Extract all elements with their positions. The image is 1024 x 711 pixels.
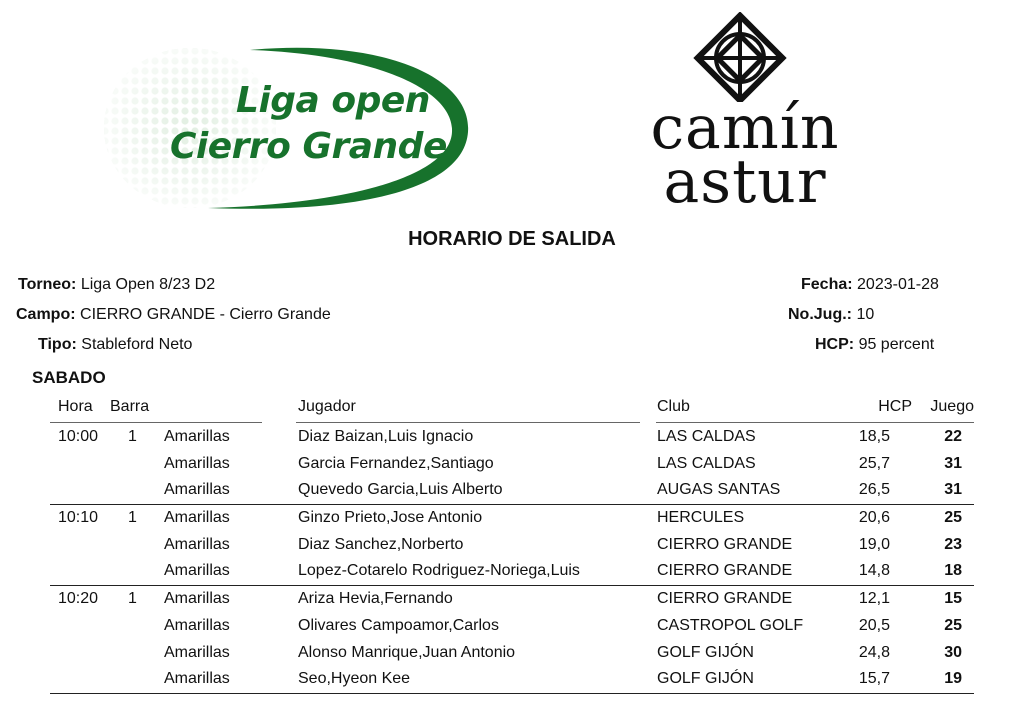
column-header-jugador: Jugador [298,398,356,415]
hcp-cell: 15,7 [858,670,890,688]
torneo-value: Liga Open 8/23 D2 [80,276,216,293]
player-name-cell: Ariza Hevia,Fernando [298,590,453,608]
table-row [50,640,974,667]
juego-cell: 19 [944,670,962,688]
column-header-hcp: HCP [878,398,912,415]
fecha-field [801,276,939,294]
juego-cell: 31 [944,454,962,472]
player-name-cell: Garcia Fernandez,Santiago [298,454,494,472]
header-divider [656,422,974,423]
club-cell: AUGAS SANTAS [657,481,781,499]
day-heading: SABADO [32,368,106,387]
table-row [50,558,974,585]
player-name-cell: Diaz Sanchez,Norberto [298,535,464,553]
logo-wordmark-line2: astur [663,147,827,217]
juego-cell: 31 [944,481,962,499]
table-row [50,666,974,693]
column-header-juego: Juego [930,398,974,415]
page-title: HORARIO DE SALIDA [408,228,616,250]
player-name-cell: Olivares Campoamor,Carlos [298,616,499,634]
club-cell: CIERRO GRANDE [657,562,793,580]
logo-wordmark-line1: camín [650,93,840,163]
campo-label: Campo: [16,306,76,323]
tee-cell: Amarillas [164,509,230,527]
club-cell: GOLF GIJÓN [657,670,754,688]
hcp-cell: 26,5 [858,481,890,499]
juego-cell: 23 [944,535,962,553]
player-name-cell: Lopez-Cotarelo Rodriguez-Noriega,Luis [298,562,580,580]
table-header [50,398,974,424]
table-row [50,505,974,532]
tee-group [50,424,974,505]
club-cell: LAS CALDAS [657,428,756,445]
hora-cell: 10:10 [58,509,99,527]
player-name-cell: Diaz Baizan,Luis Ignacio [298,428,474,445]
nojug-field [788,306,874,324]
hcp-cell: 18,5 [858,428,890,445]
logo-text-line1: Liga open [236,80,430,121]
juego-cell: 25 [944,509,962,527]
barra-cell: 1 [128,509,137,527]
column-header-barra: Barra [110,398,150,415]
column-header-hora: Hora [58,398,93,415]
tee-cell: Amarillas [164,643,230,661]
tee-cell: Amarillas [164,616,230,634]
club-cell: CASTROPOL GOLF [657,616,804,634]
tipo-value: Stableford Neto [81,336,193,353]
tee-cell: Amarillas [164,590,230,608]
tee-cell: Amarillas [164,481,230,499]
hora-cell: 10:00 [58,428,99,445]
juego-cell: 15 [944,590,962,608]
fecha-label: Fecha: [801,276,853,293]
hcp-cell: 20,5 [858,616,890,634]
nojug-value: 10 [856,306,875,323]
tee-group [50,586,974,694]
hora-cell: 10:20 [58,590,99,608]
table-row [50,586,974,613]
tipo-label: Tipo: [38,336,77,353]
player-name-cell: Seo,Hyeon Kee [298,670,411,688]
juego-cell: 18 [944,562,962,580]
table-row [50,477,974,504]
diamond-knot-icon [600,12,890,102]
column-header-club: Club [657,398,690,415]
camin-astur-logo [600,12,890,217]
juego-cell: 25 [944,616,962,634]
tee-cell: Amarillas [164,454,230,472]
hcp-cell: 12,1 [858,590,890,608]
tee-cell: Amarillas [164,670,230,688]
hcp-label: HCP: [815,336,855,353]
hcp-cell: 25,7 [858,454,890,472]
torneo-field [18,276,215,294]
hcp-value: 95 percent [858,336,935,353]
table-row [50,424,974,451]
nojug-label: No.Jug.: [788,306,852,323]
hcp-cell: 20,6 [858,509,890,527]
player-name-cell: Alonso Manrique,Juan Antonio [298,643,516,661]
hcp-cell: 19,0 [858,535,890,553]
liga-open-logo [100,36,480,216]
player-name-cell: Ginzo Prieto,Jose Antonio [298,509,483,527]
juego-cell: 30 [944,643,962,661]
tee-cell: Amarillas [164,428,230,445]
tee-group [50,505,974,586]
club-cell: GOLF GIJÓN [657,643,754,661]
header-divider [296,422,640,423]
tee-cell: Amarillas [164,562,230,580]
juego-cell: 22 [944,428,962,445]
player-name-cell: Quevedo Garcia,Luis Alberto [298,481,503,499]
campo-field [16,306,331,324]
fecha-value: 2023-01-28 [857,276,939,293]
barra-cell: 1 [128,428,137,445]
table-row [50,613,974,640]
header-divider [50,422,262,423]
hcp-field [815,336,934,354]
tee-times-table [50,398,974,694]
barra-cell: 1 [128,590,137,608]
club-cell: LAS CALDAS [657,454,756,472]
club-cell: CIERRO GRANDE [657,590,793,608]
table-row [50,532,974,559]
hcp-cell: 14,8 [858,562,890,580]
torneo-label: Torneo: [18,276,77,293]
tipo-field [38,336,192,354]
tee-cell: Amarillas [164,535,230,553]
logo-text-line2: Cierro Grande [170,126,447,167]
tee-groups [50,424,974,694]
hcp-cell: 24,8 [858,643,890,661]
club-cell: HERCULES [657,509,745,527]
campo-value: CIERRO GRANDE - Cierro Grande [80,306,331,323]
table-row [50,451,974,478]
club-cell: CIERRO GRANDE [657,535,793,553]
